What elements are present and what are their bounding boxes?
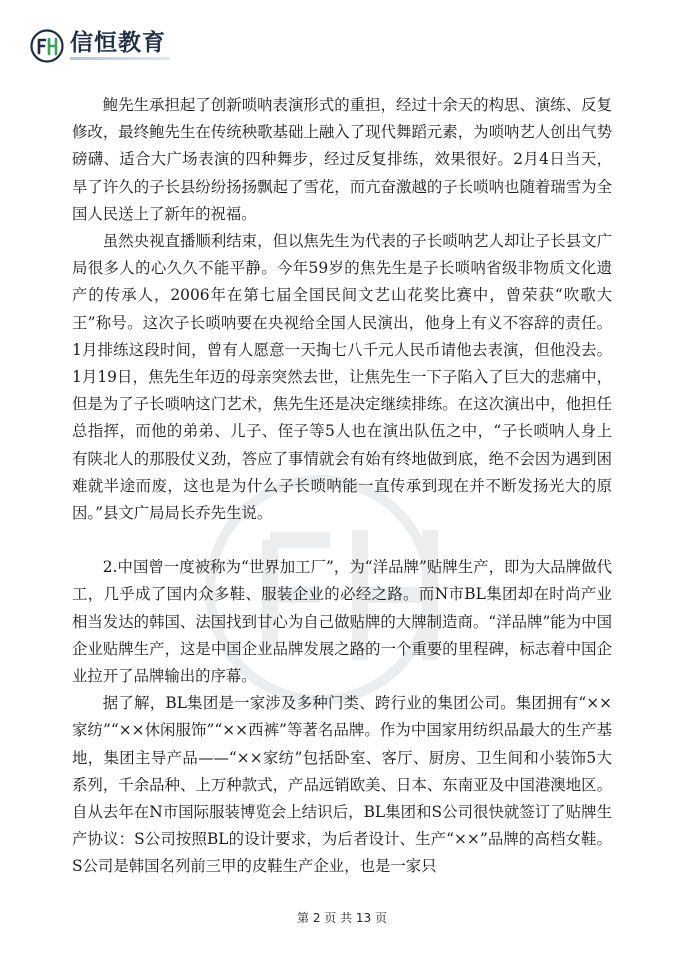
document-body bbox=[72, 92, 612, 881]
paragraph: 2.中国曾一度被称为“世界加工厂”，为“洋品牌”贴牌生产，即为大品牌做代工，几乎成了国内众多鞋、服装企业的必经之路。而N市BL集团却在时尚产业相当发达的韩国、法国找到甘心为自己做贴牌的大牌制造商。“洋品牌”能为中国企业贴牌生产，这是中国企业品牌发展之路的一个重要的里程碑，标志着中国企业拉开了品牌输出的序幕。 bbox=[72, 558, 612, 686]
paragraph: 虽然央视直播顺利结束，但以焦先生为代表的子长唢呐艺人却让子长县文广局很多人的心久久不能平静。今年59岁的焦先生是子长唢呐省级非物质文化遗产的传承人，2006年在第七届全国民间文艺山花奖比赛中，曾荣获“吹歌大王”称号。这次子长唢呐要在央视给全国人民演出，他身上有义不容辞的责任。1月排练这段时间，曾有人愿意一天掏七八千元人民币请他去表演，但他没去。1月19日，焦先生年迈的母亲突然去世，让焦先生一下子陷入了巨大的悲痛中，但是为了子长唢呐这门艺术，焦先生还是决定继续排练。在这次演出中，他担任总指挥，而他的弟弟、儿子、侄子等5人也在演出队伍之中，“子长唢呐人身上有陕北人的那股仗义劲，答应了事情就会有始有终地做到底，绝不会因为遇到困难就半途而废，这也是为什么子长唢呐能一直传承到现在并不断发扬光大的原因。”县文广局局长乔先生说。 bbox=[72, 232, 612, 523]
brand-name: 信恒教育 bbox=[70, 30, 166, 56]
page-number: 第 2 页 共 13 页 bbox=[297, 911, 387, 925]
header bbox=[30, 26, 170, 66]
paragraph: 据了解，BL集团是一家涉及多种门类、跨行业的集团公司。集团拥有“××家纺”“××休闲服饰”“××西裤”等著名品牌。作为中国家用纺织品最大的生产基地，集团主导产品——“××家纺”包括卧室、客厅、厨房、卫生间和小装饰5大系列，千余品种、上万种款式，产品远销欧美、日本、东南亚及中国港澳地区。自从去年在N市国际服装博览会上结识后，BL集团和S公司很快就签订了贴牌生产协议：S公司按照BL的设计要求，为后者设计、生产“××”品牌的高档女鞋。S公司是韩国名列前三甲的皮鞋生产企业，也是一家只 bbox=[72, 694, 612, 876]
brand-underline bbox=[70, 57, 170, 60]
logo-icon bbox=[30, 29, 64, 63]
paragraph: 鲍先生承担起了创新唢呐表演形式的重担，经过十余天的构思、演练、反复修改，最终鲍先生在传统秧歌基础上融入了现代舞蹈元素，为唢呐艺人创出气势磅礴、适合大广场表演的四种舞步，经过反复排练，效果很好。2月4日当天，旱了许久的子长县纷纷扬扬飘起了雪花，而亢奋激越的子长唢呐也随着瑞雪为全国人民送上了新年的祝福。 bbox=[72, 96, 612, 223]
brand bbox=[70, 32, 170, 60]
